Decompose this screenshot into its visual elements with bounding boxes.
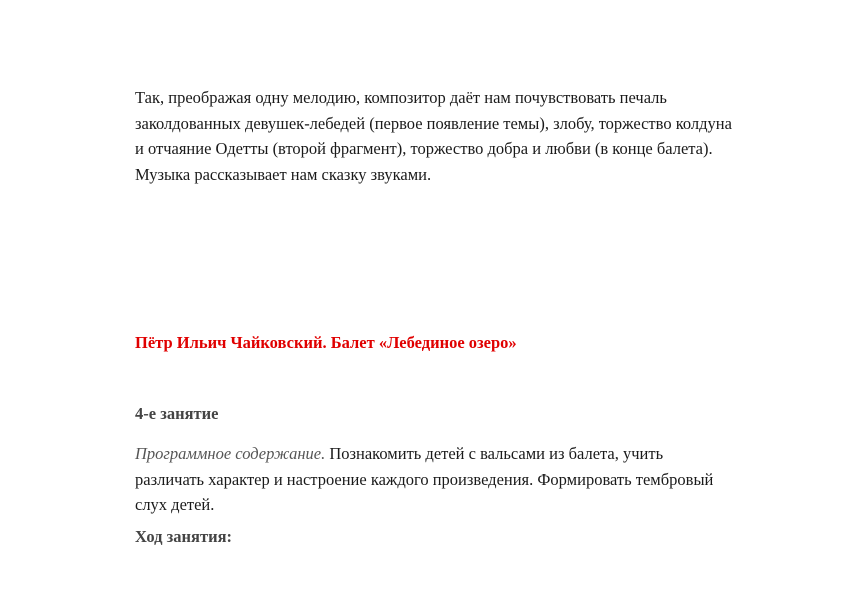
- lesson-title: 4-е занятие: [135, 404, 219, 423]
- section-heading: Пётр Ильич Чайковский. Балет «Лебединое озеро»: [135, 333, 517, 352]
- program-paragraph: [135, 441, 735, 518]
- intro-paragraph: Так, преображая одну мелодию, композитор даёт нам почувствовать печаль заколдованных девушек-лебедей (первое появление темы), злобу, торжество колдуна и отчаяние Одетты (второй фрагмент), торжество добра и любви (в конце балета). Музыка рассказывает нам сказку звуками.: [135, 88, 732, 184]
- program-text: Познакомить детей с вальсами из балета, учить различать характер и настроение каждого произведения. Формировать тембровый слух детей.: [135, 444, 714, 514]
- course-heading: Ход занятия:: [135, 527, 233, 546]
- program-lead: Программное содержание.: [135, 444, 326, 463]
